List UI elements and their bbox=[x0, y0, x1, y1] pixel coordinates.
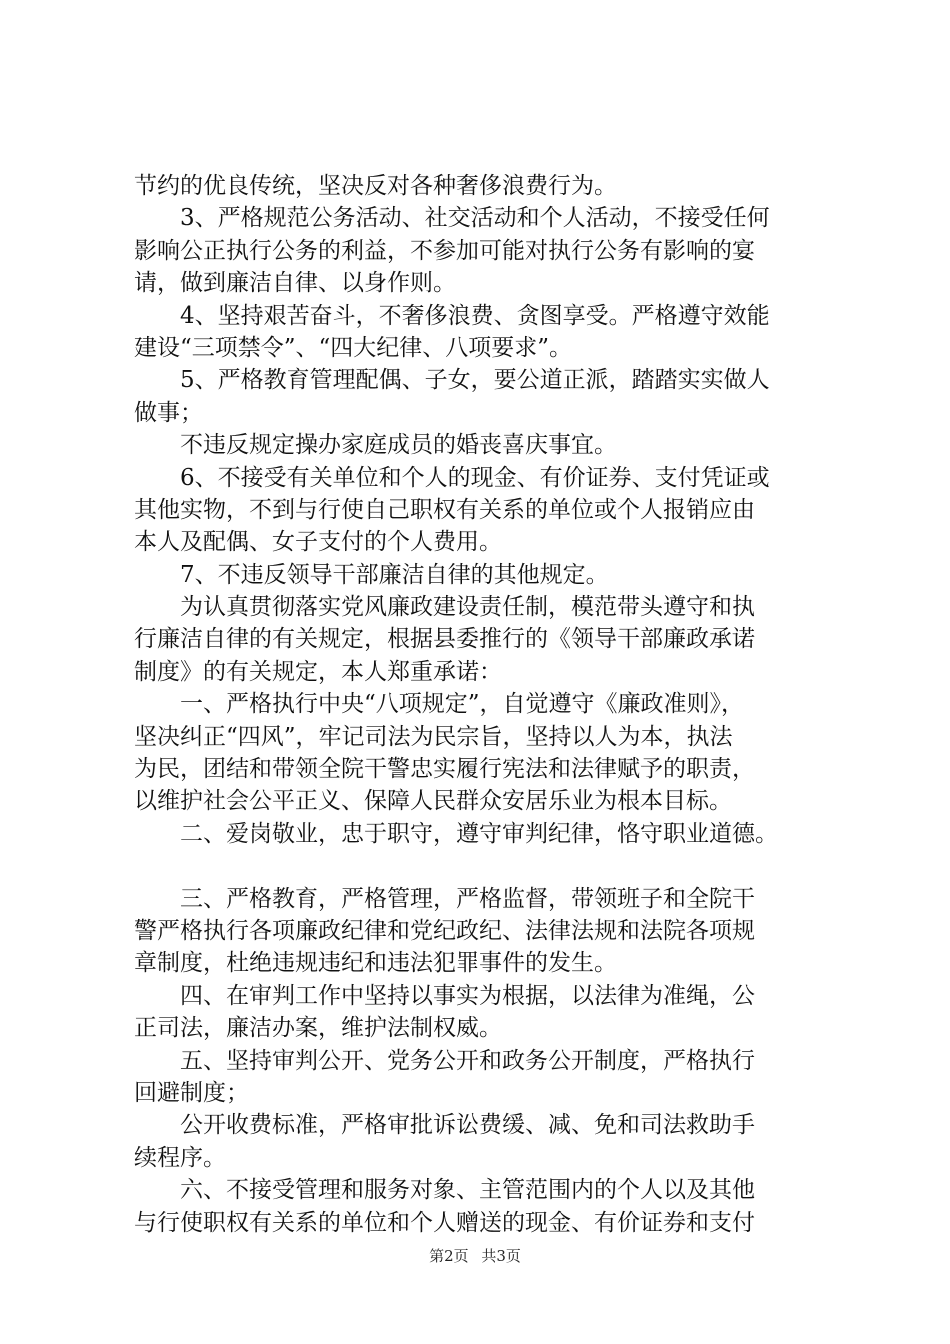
text-line: 以维护社会公平正义、保障人民群众安居乐业为根本目标。 bbox=[134, 788, 732, 815]
text-line: 6、不接受有关单位和个人的现金、有价证券、支付凭证或 bbox=[180, 464, 770, 491]
blank-line bbox=[134, 850, 834, 882]
text-line: 五、坚持审判公开、党务公开和政务公开制度，严格执行 bbox=[180, 1047, 755, 1074]
body-text bbox=[134, 170, 834, 1239]
text-line: 其他实物，不到与行使自己职权有关系的单位或个人报销应由 bbox=[134, 496, 755, 523]
text-line: 续程序。 bbox=[134, 1144, 226, 1171]
page-number: 第2页 bbox=[429, 1247, 469, 1265]
text-line: 4、坚持艰苦奋斗，不奢侈浪费、贪图享受。严格遵守效能 bbox=[180, 302, 770, 329]
text-line: 7、不违反领导干部廉洁自律的其他规定。 bbox=[180, 561, 609, 588]
text-line: 影响公正执行公务的利益，不参加可能对执行公务有影响的宴 bbox=[134, 237, 755, 264]
text-line: 制度》的有关规定，本人郑重承诺： bbox=[134, 658, 502, 685]
text-line: 本人及配偶、女子支付的个人费用。 bbox=[134, 529, 502, 556]
text-line: 为民，团结和带领全院干警忠实履行宪法和法律赋予的职责， bbox=[134, 756, 755, 783]
page-footer bbox=[0, 1245, 950, 1266]
text-line: 为认真贯彻落实党风廉政建设责任制，模范带头遵守和执 bbox=[180, 594, 755, 621]
text-line: 三、严格教育，严格管理，严格监督，带领班子和全院干 bbox=[180, 885, 755, 912]
text-line: 公开收费标准，严格审批诉讼费缓、减、免和司法救助手 bbox=[180, 1112, 755, 1139]
text-line: 与行使职权有关系的单位和个人赠送的现金、有价证券和支付 bbox=[134, 1209, 755, 1236]
text-line: 请，做到廉洁自律、以身作则。 bbox=[134, 270, 456, 297]
text-line: 六、不接受管理和服务对象、主管范围内的个人以及其他 bbox=[180, 1177, 755, 1204]
text-line: 不违反规定操办家庭成员的婚丧喜庆事宜。 bbox=[180, 432, 617, 459]
text-line: 警严格执行各项廉政纪律和党纪政纪、法律法规和法院各项规 bbox=[134, 917, 755, 944]
text-line: 节约的优良传统，坚决反对各种奢侈浪费行为。 bbox=[134, 173, 617, 199]
text-line: 章制度，杜绝违规违纪和违法犯罪事件的发生。 bbox=[134, 950, 617, 977]
text-line: 建设“三项禁令”、“四大纪律、八项要求”。 bbox=[134, 334, 573, 361]
text-line: 行廉洁自律的有关规定，根据县委推行的《领导干部廉政承诺 bbox=[134, 626, 755, 653]
text-line: 二、爱岗敬业，忠于职守，遵守审判纪律，恪守职业道德。 bbox=[180, 820, 778, 847]
text-line: 回避制度； bbox=[134, 1079, 249, 1106]
text-line: 做事； bbox=[134, 399, 203, 426]
text-line: 一、严格执行中央“八项规定”，自觉遵守《廉政准则》， bbox=[180, 691, 745, 718]
text-line: 3、严格规范公务活动、社交活动和个人活动，不接受任何 bbox=[180, 205, 770, 232]
text-line: 四、在审判工作中坚持以事实为根据，以法律为准绳，公 bbox=[180, 982, 755, 1009]
text-line: 坚决纠正“四风”，牢记司法为民宗旨，坚持以人为本，执法 bbox=[134, 723, 733, 750]
page-total: 共3页 bbox=[481, 1247, 521, 1265]
text-line: 5、严格教育管理配偶、子女，要公道正派，踏踏实实做人 bbox=[180, 367, 770, 394]
text-line: 正司法，廉洁办案，维护法制权威。 bbox=[134, 1015, 502, 1042]
